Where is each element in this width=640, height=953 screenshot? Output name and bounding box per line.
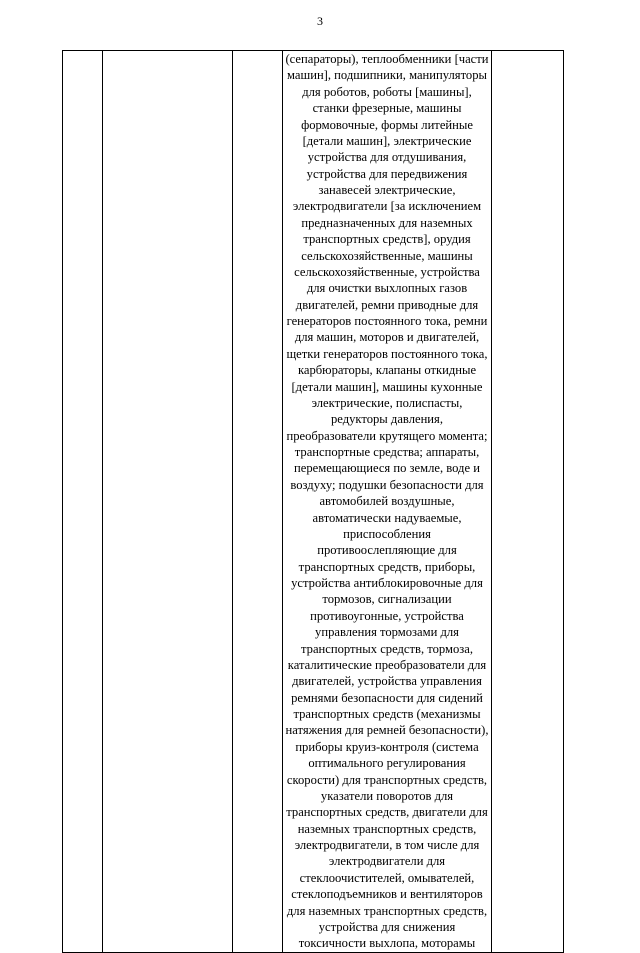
description-line: электродвигатели для (328, 854, 446, 869)
table-cell-col1 (63, 51, 103, 953)
description-line: устройства антиблокировочные для (291, 576, 483, 590)
description-line: натяжения для ремней безопасности), (285, 723, 489, 738)
description-line: электродвигатели [за исключением (292, 199, 482, 214)
description-line: транспортных средств, приборы, (298, 559, 476, 574)
description-line: двигателей, ремни приводные для (295, 297, 479, 312)
description-line: [детали машин], электрические (302, 133, 472, 148)
description-line: для наземных транспортных средств, (286, 903, 488, 918)
document-table (62, 50, 564, 953)
description-line: для очистки выхлопных газов (306, 281, 468, 296)
description-line: указатели поворотов для (320, 788, 454, 803)
description-line: машин], подшипники, манипуляторы (287, 68, 487, 83)
description-line: редукторы давления, (331, 412, 443, 427)
description-line: транспортных средств, тормоза, (301, 641, 473, 656)
description-line: карбюраторы, клапаны откидные (297, 363, 477, 378)
description-line: стеклоочистителей, омывателей, (299, 870, 475, 885)
description-line: щетки генераторов постоянного тока, (286, 346, 488, 361)
table-cell-col5 (492, 51, 564, 953)
description-line: устройства для передвижения (306, 166, 468, 181)
description-line: тормозов, сигнализации (322, 592, 452, 607)
description-line: транспортных средств (механизмы (293, 707, 481, 721)
table-row (63, 51, 564, 953)
description-line: наземных транспортных средств, (297, 821, 477, 836)
description-line: транспортных средств], орудия (303, 232, 471, 247)
description-line: транспортные средства; аппараты, (294, 445, 480, 459)
table-cell-col3 (233, 51, 283, 953)
description-line: ремнями безопасности для сидений (291, 690, 483, 705)
description-line: электрические, полиспасты, (311, 395, 463, 410)
table-cell-col2 (103, 51, 233, 953)
description-line: преобразователи крутящего момента; (286, 428, 488, 443)
description-line: сельскохозяйственные, машины (301, 248, 473, 263)
description-line: управления тормозами для (315, 625, 459, 640)
description-line: двигателей, устройства управления (292, 674, 482, 689)
description-line: противоослепляющие для (317, 543, 457, 558)
description-line: генераторов постоянного тока, ремни (286, 314, 488, 328)
description-line: устройства для снижения (318, 919, 456, 934)
description-line: стеклоподъемников и вентиляторов (291, 887, 483, 902)
table-cell-goods-description (283, 51, 492, 953)
description-line: каталитические преобразователи для (287, 657, 487, 672)
description-line: скорости) для транспортных средств, (286, 772, 488, 787)
description-line: для роботов, роботы [машины], (302, 84, 472, 99)
description-line: токсичности выхлопа, моторамы (298, 936, 476, 951)
description-line: станки фрезерные, машины (312, 101, 462, 116)
description-line: [детали машин], машины кухонные (291, 379, 483, 394)
page-number: 3 (317, 14, 323, 28)
description-line: электродвигатели, в том числе для (294, 838, 480, 852)
description-line: автомобилей воздушные, (319, 494, 455, 509)
description-line: сельскохозяйственные, устройства (294, 264, 480, 279)
description-line: приспособления (343, 526, 431, 541)
description-line: занавесей электрические, (318, 183, 456, 197)
description-line: для машин, моторов и двигателей, (294, 330, 480, 345)
description-line: устройства для отдушивания, (307, 150, 467, 165)
description-line: перемещающиеся по земле, воде и (294, 461, 480, 476)
description-line: оптимального регулирования (308, 756, 466, 771)
description-line: формовочные, формы литейные (301, 117, 473, 132)
description-line: автоматически надуваемые, (312, 510, 462, 525)
description-line: предназначенных для наземных (301, 215, 473, 230)
description-line: воздуху; подушки безопасности для (290, 477, 484, 492)
description-line: (сепараторы), теплообменники [части (285, 52, 489, 66)
description-line: приборы круиз-контроля (система (295, 739, 479, 754)
description-line: противоугонные, устройства (310, 608, 464, 623)
description-line: транспортных средств, двигатели для (286, 805, 488, 820)
